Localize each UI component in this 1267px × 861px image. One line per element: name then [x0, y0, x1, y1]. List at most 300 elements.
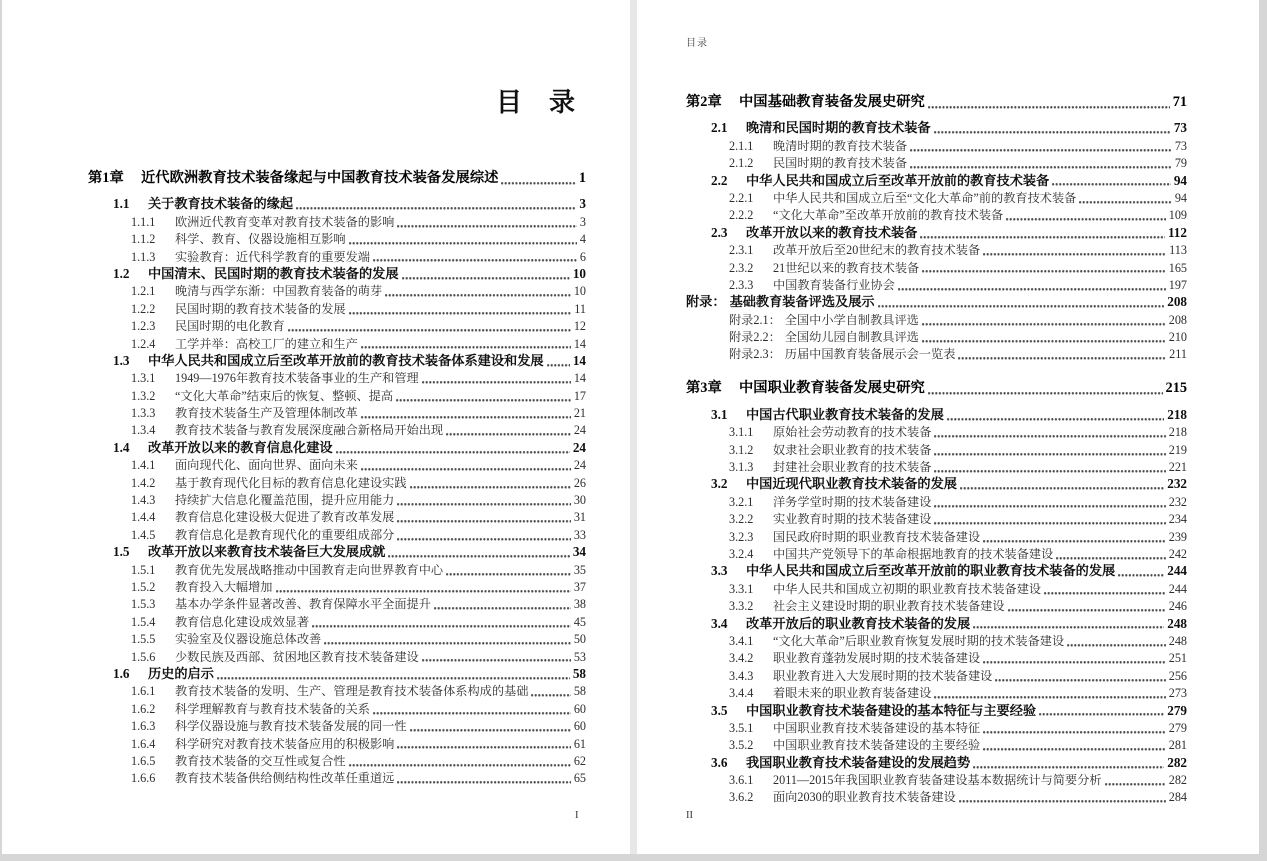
- entry-page-number: 60: [573, 701, 586, 716]
- dot-leader: [920, 227, 1165, 241]
- entry-title: 中国共产党领导下的革命根据地教育的技术装备建设: [773, 546, 1054, 561]
- toc-entry: [88, 560, 586, 577]
- entry-page-number: 244: [1168, 581, 1187, 596]
- entry-number: 3.2.1: [729, 494, 754, 509]
- toc-entry: [686, 223, 1187, 240]
- dot-leader: [446, 564, 571, 578]
- toc-entry: [88, 612, 586, 629]
- entry-number: 1.3.3: [131, 406, 156, 421]
- entry-page-number: 218: [1167, 406, 1187, 422]
- entry-number: 1.1.3: [131, 249, 156, 264]
- dot-leader: [934, 513, 1165, 527]
- toc-entries-right: [686, 90, 1187, 805]
- entry-page-number: 35: [573, 562, 586, 577]
- entry-page-number: 215: [1165, 380, 1187, 397]
- entry-title: 教育技术装备与教育发展深度融合新格局开始出现: [175, 423, 444, 438]
- entry-number: 1.1: [113, 196, 130, 212]
- toc-entry: [686, 90, 1187, 111]
- entry-number: 3.5.1: [729, 720, 754, 735]
- entry-title: 工学并举：高校工厂的建立和生产: [175, 336, 358, 351]
- entry-title: 2011—2015年我国职业教育装备建设基本数据统计与简要分析: [773, 773, 1102, 788]
- dot-leader: [422, 651, 571, 665]
- entry-page-number: 4: [579, 232, 586, 247]
- dot-leader: [336, 442, 570, 456]
- entry-number: 3.3.2: [729, 599, 754, 614]
- dot-leader: [934, 122, 1171, 136]
- entry-number: 2.3.2: [729, 260, 754, 275]
- entry-page-number: 234: [1168, 512, 1187, 527]
- toc-entry: [88, 317, 586, 334]
- entry-title: 民国时期的电化教育: [175, 319, 285, 334]
- entry-page-number: 3: [579, 196, 586, 212]
- dot-leader: [531, 685, 570, 699]
- entry-number: 1.3.2: [131, 388, 156, 403]
- entry-title: 社会主义建设时期的职业教育技术装备建设: [773, 599, 1005, 614]
- entry-number: 2.2.2: [729, 208, 754, 223]
- dot-leader: [878, 296, 1165, 310]
- toc-entry: [88, 282, 586, 299]
- entry-page-number: 10: [573, 284, 586, 299]
- entry-number: 1.4.3: [131, 493, 156, 508]
- entry-page-number: 58: [572, 665, 586, 681]
- dot-leader: [397, 529, 570, 543]
- toc-entry: [686, 736, 1187, 753]
- dot-leader: [434, 598, 571, 612]
- toc-entry: [88, 508, 586, 525]
- entry-page-number: 65: [573, 771, 586, 786]
- toc-entry: [88, 491, 586, 508]
- entry-number: 3.4.4: [729, 686, 754, 701]
- entry-number: 1.2: [113, 265, 130, 281]
- toc-entry: [88, 195, 586, 212]
- page-number-right: II: [686, 810, 693, 821]
- dot-leader: [397, 772, 570, 786]
- entry-title: 改革开放以来教育技术装备巨大发展成就: [148, 544, 386, 560]
- entry-number: 3.2.3: [729, 529, 754, 544]
- entry-title: 晚清时期的教育技术装备: [773, 138, 908, 153]
- entry-page-number: 50: [573, 632, 586, 647]
- toc-entry: [686, 328, 1187, 345]
- dot-leader: [349, 755, 571, 769]
- entry-page-number: 10: [572, 265, 586, 281]
- entry-page-number: 73: [1173, 120, 1187, 136]
- entry-title: 基本办学条件显著改善、教育保障水平全面提升: [175, 597, 431, 612]
- entry-number: 3.4.1: [729, 633, 754, 648]
- entry-title: 教育投入大幅增加: [175, 579, 273, 594]
- toc-entry: [88, 212, 586, 229]
- entry-number: 3.3.1: [729, 581, 754, 596]
- toc-entry: [686, 440, 1187, 457]
- entry-number: 第1章: [88, 170, 124, 186]
- dot-leader: [402, 268, 570, 282]
- entry-title: 我国职业教育技术装备建设的发展趋势: [746, 754, 971, 770]
- entry-page-number: 284: [1168, 790, 1187, 805]
- entry-page-number: 24: [573, 458, 586, 473]
- entry-page-number: 256: [1168, 668, 1187, 683]
- entry-page-number: 26: [573, 475, 586, 490]
- entry-number: 3.4.2: [729, 651, 754, 666]
- entry-title: 教育优先发展战略推动中国教育走向世界教育中心: [175, 562, 444, 577]
- toc-entry: [88, 578, 586, 595]
- dot-leader: [910, 140, 1172, 154]
- entry-page-number: 94: [1173, 172, 1187, 188]
- toc-entry: [88, 386, 586, 403]
- toc-entry: [686, 241, 1187, 258]
- entry-page-number: 221: [1168, 460, 1187, 475]
- dot-leader: [373, 703, 571, 717]
- entry-number: 3.6: [711, 754, 728, 770]
- dot-leader: [1052, 175, 1171, 189]
- entry-title: 改革开放后的职业教育技术装备的发展: [746, 615, 971, 631]
- entry-number: 3.6.1: [729, 773, 754, 788]
- toc-entry: [686, 510, 1187, 527]
- entry-page-number: 112: [1167, 224, 1187, 240]
- dot-leader: [934, 444, 1165, 458]
- entry-page-number: 12: [573, 319, 586, 334]
- entry-title: 实验室及仪器设施总体改善: [175, 632, 322, 647]
- entry-number: 1.5: [113, 544, 130, 560]
- dot-leader: [983, 739, 1166, 753]
- entry-number: 2.1: [711, 120, 728, 136]
- entry-page-number: 14: [572, 352, 586, 368]
- toc-entry: [88, 717, 586, 734]
- toc-page-left: [2, 0, 630, 854]
- toc-entry: [88, 682, 586, 699]
- entry-title: 科学研究对教育技术装备应用的积极影响: [175, 736, 395, 751]
- entry-title: 科学、教育、仪器设施相互影响: [175, 232, 346, 247]
- entry-number: 1.2.3: [131, 319, 156, 334]
- dot-leader: [373, 251, 577, 265]
- dot-leader: [410, 720, 571, 734]
- entry-page-number: 113: [1169, 243, 1187, 258]
- toc-entry: [686, 376, 1187, 397]
- entry-title: 关于教育技术装备的缘起: [148, 196, 294, 212]
- entry-number: 1.6.2: [131, 701, 156, 716]
- entry-page-number: 38: [573, 597, 586, 612]
- entry-title: 民国时期的教育技术装备的发展: [175, 301, 346, 316]
- entry-title: 教育信息化建设极大促进了教育改革发展: [175, 510, 395, 525]
- entry-number: 3.5.2: [729, 738, 754, 753]
- entry-title: 职业教育进入大发展时期的技术装备建设: [773, 668, 993, 683]
- entry-title: 面向2030的职业教育技术装备建设: [773, 790, 956, 805]
- entry-page-number: 273: [1168, 686, 1187, 701]
- entry-number: 1.2.2: [131, 301, 156, 316]
- entry-title: 1949—1976年教育技术装备事业的生产和管理: [175, 371, 419, 386]
- dot-leader: [960, 478, 1164, 492]
- toc-entry: [88, 525, 586, 542]
- entry-title: 中国职业教育技术装备建设的基本特征: [773, 720, 981, 735]
- dot-leader: [983, 531, 1166, 545]
- entry-title: 中华人民共和国成立后至“文化大革命”前的教育技术装备: [773, 190, 1077, 205]
- dot-leader: [349, 303, 572, 317]
- dot-leader: [1118, 565, 1164, 579]
- entry-title: 科学仪器设施与教育技术装备发展的同一性: [175, 719, 407, 734]
- dot-leader: [898, 279, 1166, 293]
- entry-page-number: 31: [573, 510, 586, 525]
- entry-number: 第3章: [686, 380, 722, 397]
- toc-entry: [88, 299, 586, 316]
- entry-title: 实验教育：近代科学教育的重要发端: [175, 249, 370, 264]
- entry-page-number: 232: [1168, 494, 1187, 509]
- toc-entry: [88, 334, 586, 351]
- toc-entry: [88, 543, 586, 560]
- entry-title: 着眼未来的职业教育装备建设: [773, 686, 932, 701]
- toc-entry: [686, 666, 1187, 683]
- dot-leader: [397, 511, 570, 525]
- entry-title: 基于教育现代化目标的教育信息化建设实践: [175, 475, 407, 490]
- entry-title: 近代欧洲教育技术装备缘起与中国教育技术装备发展综述: [141, 170, 499, 186]
- entry-title: 教育技术装备的交互性或复合性: [175, 753, 346, 768]
- entry-number: 3.3: [711, 563, 728, 579]
- entry-title: 中华人民共和国成立后至改革开放前的职业教育技术装备的发展: [746, 563, 1116, 579]
- entry-title: 历届中国教育装备展示会一览表: [784, 347, 956, 362]
- dot-leader: [973, 618, 1164, 632]
- entry-number: 3.2.4: [729, 546, 754, 561]
- dot-leader: [324, 633, 571, 647]
- toc-entry: [88, 456, 586, 473]
- toc-entry: [686, 719, 1187, 736]
- entry-number: 3.6.2: [729, 790, 754, 805]
- toc-entry: [88, 734, 586, 751]
- entry-number: 1.3.1: [131, 371, 156, 386]
- toc-entry: [686, 788, 1187, 805]
- entry-title: 洋务学堂时期的技术装备建设: [773, 494, 932, 509]
- dot-leader: [958, 348, 1166, 362]
- toc-entry: [686, 632, 1187, 649]
- entry-number: 附录2.2：: [729, 330, 781, 345]
- entry-title: 晚清与西学东渐：中国教育装备的萌芽: [175, 284, 383, 299]
- toc-entry: [686, 258, 1187, 275]
- toc-entry: [686, 614, 1187, 631]
- entry-number: 第2章: [686, 94, 722, 110]
- dot-leader: [422, 372, 571, 386]
- entry-title: 中国清末、民国时期的教育技术装备的发展: [148, 265, 399, 281]
- entry-title: 中华人民共和国成立后至改革开放前的教育技术装备体系建设和发展: [148, 352, 544, 368]
- page-gutter: [630, 0, 637, 854]
- entry-number: 2.3.1: [729, 243, 754, 258]
- toc-entry: [686, 119, 1187, 136]
- entry-number: 1.2.1: [131, 284, 156, 299]
- dot-leader: [1105, 774, 1166, 788]
- entry-number: 1.5.6: [131, 649, 156, 664]
- toc-entry: [686, 597, 1187, 614]
- dot-leader: [959, 791, 1166, 805]
- entry-number: 1.1.2: [131, 232, 156, 247]
- entry-number: 1.4.1: [131, 458, 156, 473]
- entry-title: 中华人民共和国成立初期的职业教育技术装备建设: [773, 581, 1042, 596]
- toc-entry: [686, 475, 1187, 492]
- dot-leader: [922, 314, 1166, 328]
- toc-entry: [88, 421, 586, 438]
- dot-leader: [217, 668, 570, 682]
- entry-page-number: 6: [579, 249, 586, 264]
- entry-page-number: 282: [1168, 773, 1187, 788]
- toc-entry: [686, 310, 1187, 327]
- dot-leader: [922, 331, 1166, 345]
- entry-number: 3.4: [711, 615, 728, 631]
- entry-page-number: 165: [1168, 260, 1187, 275]
- entry-title: 奴隶社会职业教育的技术装备: [773, 442, 932, 457]
- toc-entry: [686, 171, 1187, 188]
- entry-title: 全国中小学自制教具评选: [784, 312, 919, 327]
- dot-leader: [1006, 209, 1166, 223]
- entry-page-number: 239: [1168, 529, 1187, 544]
- toc-entry: [686, 562, 1187, 579]
- entry-number: 1.4: [113, 439, 130, 455]
- entry-title: 全国幼儿园自制教具评选: [784, 330, 919, 345]
- toc-entry: [686, 527, 1187, 544]
- entry-title: 欧洲近代教育变革对教育技术装备的影响: [175, 214, 395, 229]
- toc-entry: [686, 492, 1187, 509]
- entry-title: 中国教育装备行业协会: [773, 277, 895, 292]
- entry-title: 教育技术装备供给侧结构性改革任重道远: [175, 771, 395, 786]
- entry-page-number: 60: [573, 719, 586, 734]
- entry-page-number: 53: [573, 649, 586, 664]
- entry-page-number: 17: [573, 388, 586, 403]
- dot-leader: [983, 652, 1166, 666]
- entry-title: 中国职业教育技术装备建设的基本特征与主要经验: [746, 702, 1037, 718]
- entry-page-number: 282: [1167, 754, 1187, 770]
- entry-page-number: 279: [1167, 702, 1187, 718]
- toc-entry: [686, 293, 1187, 310]
- entry-page-number: 37: [573, 579, 586, 594]
- entry-number: 1.2.4: [131, 336, 156, 351]
- entry-page-number: 14: [573, 336, 586, 351]
- entry-page-number: 14: [573, 371, 586, 386]
- toc-entry: [686, 189, 1187, 206]
- entry-number: 1.3: [113, 352, 130, 368]
- toc-entry: [88, 769, 586, 786]
- dot-leader: [934, 496, 1165, 510]
- entry-title: 中国职业教育技术装备建设的主要经验: [773, 738, 981, 753]
- entry-title: 中华人民共和国成立后至改革开放前的教育技术装备: [746, 172, 1050, 188]
- entry-title: 教育技术装备的发明、生产、管理是教育技术装备体系构成的基础: [175, 684, 529, 699]
- entry-title: 实业教育时期的技术装备建设: [773, 512, 932, 527]
- dot-leader: [1039, 705, 1164, 719]
- entry-page-number: 248: [1168, 633, 1187, 648]
- dot-leader: [928, 97, 1170, 111]
- entry-page-number: 79: [1174, 156, 1187, 171]
- entry-page-number: 197: [1168, 277, 1187, 292]
- entry-page-number: 208: [1168, 312, 1187, 327]
- entry-number: 1.6.5: [131, 753, 156, 768]
- entry-page-number: 71: [1172, 94, 1187, 110]
- entry-title: 少数民族及西部、贫困地区教育技术装备建设: [175, 649, 419, 664]
- toc-entry: [686, 579, 1187, 596]
- dot-leader: [1044, 583, 1166, 597]
- entry-page-number: 3: [579, 214, 586, 229]
- entry-number: 1.5.2: [131, 579, 156, 594]
- dot-leader: [396, 390, 571, 404]
- dot-leader: [296, 198, 576, 212]
- entry-number: 1.4.2: [131, 475, 156, 490]
- entry-number: 3.1.3: [729, 460, 754, 475]
- entry-number: 附录：: [686, 294, 726, 310]
- dot-leader: [1079, 192, 1171, 206]
- toc-entry: [88, 166, 586, 187]
- toc-entry: [686, 154, 1187, 171]
- entry-page-number: 62: [573, 753, 586, 768]
- entry-number: 1.6.1: [131, 684, 156, 699]
- toc-entry: [686, 545, 1187, 562]
- entry-page-number: 33: [573, 527, 586, 542]
- toc-entry: [686, 458, 1187, 475]
- entry-title: 改革开放以来的教育信息化建设: [148, 439, 333, 455]
- entry-title: 国民政府时期的职业教育技术装备建设: [773, 529, 981, 544]
- dot-leader: [934, 426, 1165, 440]
- entry-title: 教育信息化是教育现代化的重要组成部分: [175, 527, 395, 542]
- dot-leader: [1008, 600, 1166, 614]
- entry-number: 2.3.3: [729, 277, 754, 292]
- entry-number: 1.4.4: [131, 510, 156, 525]
- toc-entry: [88, 352, 586, 369]
- entry-page-number: 58: [573, 684, 586, 699]
- entry-title: 21世纪以来的教育技术装备: [773, 260, 920, 275]
- entry-page-number: 61: [573, 736, 586, 751]
- entry-number: 附录2.3：: [729, 347, 781, 362]
- entry-title: 历史的启示: [148, 665, 214, 681]
- toc-entry: [686, 136, 1187, 153]
- entry-title: 原始社会劳动教育的技术装备: [773, 425, 932, 440]
- entry-title: 晚清和民国时期的教育技术装备: [746, 120, 931, 136]
- dot-leader: [1067, 635, 1166, 649]
- toc-entry: [88, 473, 586, 490]
- toc-entry: [88, 752, 586, 769]
- entry-number: 1.6: [113, 665, 130, 681]
- dot-leader: [983, 244, 1166, 258]
- entry-number: 2.1.1: [729, 138, 754, 153]
- entry-number: 3.4.3: [729, 668, 754, 683]
- toc-entry: [686, 701, 1187, 718]
- entry-title: 中国基础教育装备发展史研究: [739, 94, 925, 110]
- entry-number: 3.2.2: [729, 512, 754, 527]
- entry-page-number: 109: [1168, 208, 1187, 223]
- toc-title: 目 录: [495, 88, 584, 118]
- entry-page-number: 248: [1167, 615, 1187, 631]
- toc-entry: [88, 665, 586, 682]
- toc-entry: [686, 649, 1187, 666]
- toc-entry: [88, 404, 586, 421]
- entry-page-number: 208: [1167, 294, 1187, 310]
- toc-page-right: [637, 0, 1259, 854]
- toc-entry: [88, 265, 586, 282]
- dot-leader: [361, 407, 571, 421]
- dot-leader: [995, 670, 1165, 684]
- toc-entries-left: [88, 166, 586, 786]
- dot-leader: [446, 424, 571, 438]
- entry-title: 职业教育蓬勃发展时期的技术装备建设: [773, 651, 981, 666]
- dot-leader: [288, 320, 571, 334]
- dot-leader: [276, 581, 571, 595]
- entry-number: 1.5.5: [131, 632, 156, 647]
- dot-leader: [934, 461, 1165, 475]
- toc-entry: [88, 647, 586, 664]
- entry-page-number: 34: [572, 544, 586, 560]
- toc-entry: [88, 630, 586, 647]
- toc-entry: [686, 405, 1187, 422]
- dot-leader: [983, 722, 1166, 736]
- entry-page-number: 218: [1168, 425, 1187, 440]
- entry-number: 1.3.4: [131, 423, 156, 438]
- entry-title: 科学理解教育与教育技术装备的关系: [175, 701, 370, 716]
- entry-title: 中国近现代职业教育技术装备的发展: [746, 476, 957, 492]
- toc-entry: [88, 595, 586, 612]
- entry-title: 中国古代职业教育技术装备的发展: [746, 406, 944, 422]
- toc-entry: [88, 247, 586, 264]
- toc-entry: [88, 230, 586, 247]
- entry-number: 1.5.3: [131, 597, 156, 612]
- entry-page-number: 246: [1168, 599, 1187, 614]
